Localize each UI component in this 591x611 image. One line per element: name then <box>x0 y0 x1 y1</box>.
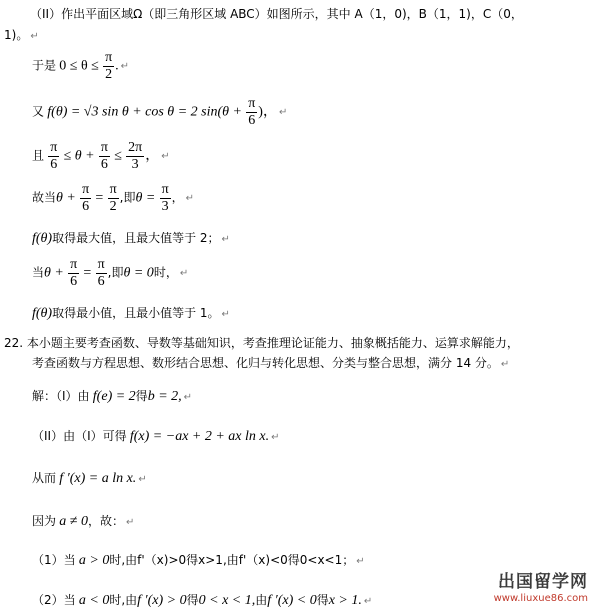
return-mark: ↵ <box>161 151 170 163</box>
step4-prefix: 故当 <box>32 190 57 205</box>
return-mark: ↵ <box>125 517 135 528</box>
step5-line <box>32 230 230 248</box>
part2-intro-text: （II）作出平面区域Ω（即三角形区域 ABC）如图所示，其中 A（1，0)，B（1，1)，C（0， <box>30 7 523 21</box>
step3-line: 且 $\frac{\pi}{6}$ ≤ θ + $\frac{\pi}{6}$ ≤ $\frac{2\pi}{3}$ ， ↵ <box>32 140 170 172</box>
step1-expr: 0 ≤ θ ≤ <box>59 58 99 74</box>
return-mark: ↵ <box>221 309 230 320</box>
part2-intro-text-cont: 1)。 <box>4 28 29 42</box>
part2-intro-line2 <box>4 27 39 45</box>
step2-prefix: 又 <box>32 104 45 119</box>
q22-line2 <box>32 355 509 373</box>
step1-line: 于是 0 ≤ θ ≤ $\frac{\pi}{2}$ . ↵ <box>32 50 130 82</box>
step5-expr: f(θ) <box>32 231 53 246</box>
return-mark: ↵ <box>120 61 130 73</box>
return-mark: ↵ <box>363 596 373 607</box>
return-mark: ↵ <box>278 107 288 119</box>
step6-prefix: 当 <box>32 265 45 280</box>
solution-line1: 解：（I）由 f(e) = 2得b = 2, ↵ <box>32 389 193 404</box>
return-mark: ↵ <box>356 556 365 567</box>
watermark-url: www.liuxue86.com <box>493 593 588 604</box>
return-mark: ↵ <box>500 359 510 370</box>
q22-line1 <box>4 335 519 351</box>
step2-fraction: $\frac{\pi}{6}$ <box>248 96 256 128</box>
part2-intro-line1 <box>30 6 523 22</box>
q22-text-cont: 考查函数与方程思想、数形结合思想、化归与转化思想、分类与整合思想，满分 14 分。 <box>32 356 499 370</box>
return-mark: ↵ <box>183 392 193 403</box>
step1-fraction: $\frac{\pi}{2}$ <box>105 50 113 82</box>
step7-expr: f(θ) <box>32 306 53 321</box>
return-mark: ↵ <box>138 474 147 485</box>
return-mark: ↵ <box>185 193 195 205</box>
step1-prefix: 于是 <box>32 58 57 73</box>
solution-line2: （II）由（I）可得 f(x) = −ax + 2 + ax ln x. ↵ <box>32 429 280 444</box>
step6-line: 当θ + $\frac{\pi}{6}$ = $\frac{\pi}{6}$ ,即θ = 0时， ↵ <box>32 257 189 289</box>
solution-line3: 从而 f ′(x) = a ln x. ↵ <box>32 471 147 486</box>
step3-prefix: 且 <box>32 148 45 163</box>
return-mark: ↵ <box>179 268 189 280</box>
return-mark: ↵ <box>30 31 39 42</box>
step2-expr: f(θ) = √3 sin θ + cos θ = 2 sin(θ + <box>47 104 242 120</box>
q22-number: 22. <box>4 336 24 350</box>
solution-line5: （1）当 a > 0时,由f'（x)>0得x>1,由f'（x)<0得0<x<1； ↵ <box>32 553 365 568</box>
step2-line: 又 f(θ) = √3 sin θ + cos θ = 2 sin(θ + $\frac{\pi}{6}$ )， ↵ <box>32 96 288 128</box>
solution-line6: （2）当 a < 0时,由f ′(x) > 0得0 < x < 1,由f ′(x) < 0得x > 1. ↵ <box>32 593 373 608</box>
step4-line: 故当θ + $\frac{\pi}{6}$ = $\frac{\pi}{2}$ ,即θ = $\frac{\pi}{3}$ ， ↵ <box>32 182 195 214</box>
step7-line <box>32 305 230 323</box>
step7-text: 取得最小值，且最小值等于 1。 <box>52 306 220 320</box>
return-mark: ↵ <box>271 432 280 443</box>
q22-text: 本小题主要考查函数、导数等基础知识，考查推理论证能力、抽象概括能力、运算求解能力， <box>26 336 519 350</box>
site-watermark <box>452 572 588 610</box>
solution-line4: 因为 a ≠ 0，故： ↵ <box>32 514 135 529</box>
watermark-title: 出国留学网 <box>498 572 588 592</box>
step5-text: 取得最大值，且最大值等于 2； <box>52 231 220 245</box>
return-mark: ↵ <box>221 234 230 245</box>
